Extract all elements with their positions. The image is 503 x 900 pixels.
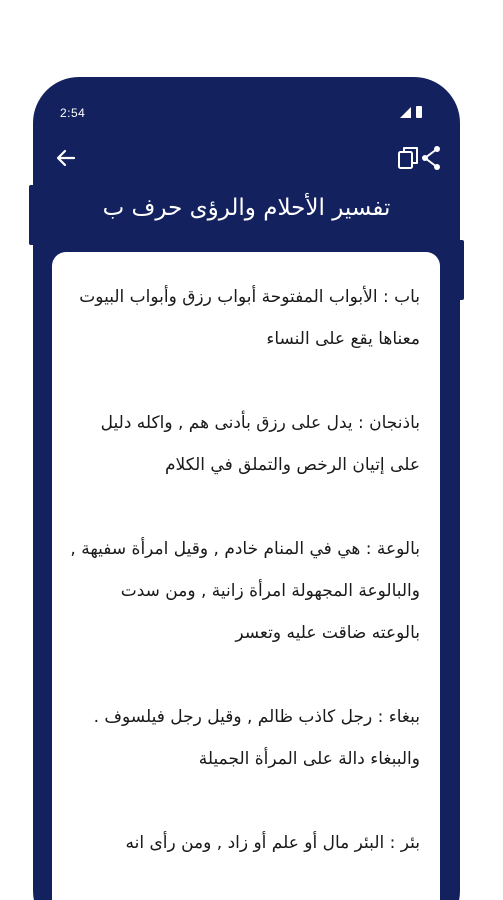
app-bar: [33, 137, 460, 177]
status-time: 2:54: [60, 106, 86, 120]
status-icons: [400, 106, 422, 118]
dream-entry: باذنجان : يدل على رزق بأدنى هم , واكله دليل على إتيان الرخص والتملق في الكلام: [100, 413, 420, 475]
dream-entry: بئر : البئر مال أو علم أو زاد , ومن رأى انه: [125, 833, 420, 853]
arrow-left-icon: [56, 149, 76, 167]
battery-icon: [416, 106, 422, 118]
dream-entries-list: [70, 276, 420, 864]
back-button[interactable]: [51, 143, 81, 173]
copy-share-button[interactable]: [394, 142, 444, 174]
dream-entry: باب : الأبواب المفتوحة أبواب رزق وأبواب البيوت معناها يقع على النساء: [79, 287, 420, 349]
dream-entry: بالوعة : هي في المنام خادم , وقيل امرأة سفيهة , والبالوعة المجهولة امرأة زانية , ومن سدت بالوعته ضاقت عليه وتعسر: [70, 539, 420, 643]
status-bar: [33, 77, 460, 137]
phone-frame: [33, 77, 460, 900]
copy-share-icon: [396, 144, 442, 172]
dream-entry: ببغاء : رجل كاذب ظالم , وقيل رجل فيلسوف . والببغاء دالة على المرأة الجميلة: [93, 707, 420, 769]
signal-icon: [400, 107, 411, 118]
page-title: تفسير الأحلام والرؤى حرف ب: [102, 195, 391, 221]
content-card: [52, 252, 440, 900]
